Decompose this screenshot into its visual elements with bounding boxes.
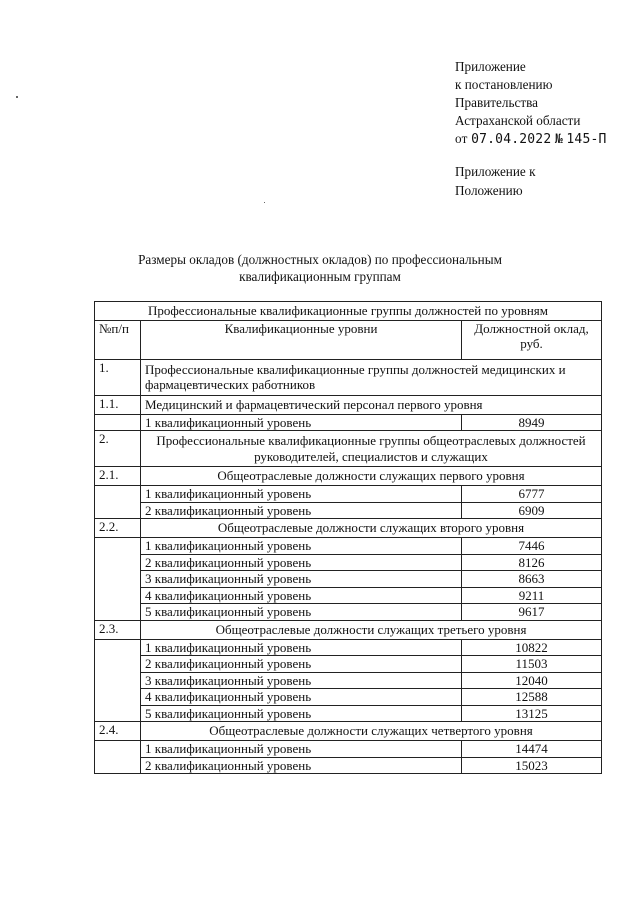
row-number: 1.: [95, 359, 141, 395]
group-title: Общеотраслевые должности служащих первого уровня: [141, 467, 602, 486]
col-header-level: Квалификационные уровни: [141, 320, 462, 359]
level-name: 2 квалификационный уровень: [141, 656, 462, 673]
group-row: [95, 467, 602, 486]
decree-line: [455, 130, 607, 149]
table-row: [95, 689, 602, 706]
appendix2-block: [455, 162, 535, 200]
level-name: 1 квалификационный уровень: [141, 486, 462, 503]
salary-value: 9211: [462, 587, 602, 604]
salary-value: 9617: [462, 604, 602, 621]
salary-value: 12040: [462, 672, 602, 689]
decree-number: 145-П: [566, 132, 607, 147]
table-row: [95, 587, 602, 604]
row-num-cell: [95, 587, 141, 604]
group-row: [95, 519, 602, 538]
decree-number-sign: №: [554, 132, 563, 147]
row-num-cell: [95, 741, 141, 758]
level-name: 4 квалификационный уровень: [141, 587, 462, 604]
row-number: 2.2.: [95, 519, 141, 538]
salary-value: 10822: [462, 639, 602, 656]
group-row: [95, 395, 602, 414]
document-title: [80, 251, 560, 285]
group-title: Общеотраслевые должности служащих третьего уровня: [141, 620, 602, 639]
level-name: 3 квалификационный уровень: [141, 672, 462, 689]
appendix2-line: Приложение к: [455, 164, 536, 179]
row-num-cell: [95, 486, 141, 503]
table-row: [95, 656, 602, 673]
level-name: 2 квалификационный уровень: [141, 502, 462, 519]
row-num-cell: [95, 689, 141, 706]
col-header-num: №п/п: [95, 320, 141, 359]
salary-value: 12588: [462, 689, 602, 706]
col-header-salary: Должностной оклад, руб.: [462, 320, 602, 359]
appendix-line: Астраханской области: [455, 113, 581, 128]
level-name: 1 квалификационный уровень: [141, 538, 462, 555]
group-row: [95, 620, 602, 639]
level-name: 5 квалификационный уровень: [141, 604, 462, 621]
group-title: Общеотраслевые должности служащих второго уровня: [141, 519, 602, 538]
row-num-cell: [95, 656, 141, 673]
salary-value: 7446: [462, 538, 602, 555]
salary-value: 6909: [462, 502, 602, 519]
level-name: 4 квалификационный уровень: [141, 689, 462, 706]
decree-prefix: от: [455, 131, 468, 146]
section-title: Профессиональные квалификационные группы должностей медицинских и фармацевтических работников: [141, 359, 602, 395]
appendix-line: Правительства: [455, 95, 538, 110]
row-num-cell: [95, 571, 141, 588]
decree-date: 07.04.2022: [471, 132, 552, 147]
group-row: [95, 722, 602, 741]
row-number: 2.4.: [95, 722, 141, 741]
section-row: [95, 359, 602, 395]
table-row: [95, 604, 602, 621]
group-title: Медицинский и фармацевтический персонал первого уровня: [141, 395, 602, 414]
row-num-cell: [95, 538, 141, 555]
table-row: [95, 414, 602, 431]
salary-value: 8126: [462, 554, 602, 571]
table-header-row: [95, 320, 602, 359]
table-row: [95, 741, 602, 758]
scan-speck: [264, 202, 265, 203]
level-name: 1 квалификационный уровень: [141, 741, 462, 758]
salary-value: 14474: [462, 741, 602, 758]
row-num-cell: [95, 639, 141, 656]
table-row: [95, 571, 602, 588]
salary-value: 8949: [462, 414, 602, 431]
row-number: 2.1.: [95, 467, 141, 486]
salary-value: 8663: [462, 571, 602, 588]
row-num-cell: [95, 414, 141, 431]
table-caption-row: [95, 302, 602, 321]
table-row: [95, 639, 602, 656]
section-title: Профессиональные квалификационные группы общеотраслевых должностей руководителей, специалистов и служащих: [141, 431, 602, 467]
table-row: [95, 672, 602, 689]
section-row: [95, 431, 602, 467]
salary-value: 6777: [462, 486, 602, 503]
group-title: Общеотраслевые должности служащих четвертого уровня: [141, 722, 602, 741]
row-num-cell: [95, 672, 141, 689]
row-num-cell: [95, 604, 141, 621]
table-row: [95, 502, 602, 519]
level-name: 3 квалификационный уровень: [141, 571, 462, 588]
scan-speck: [16, 96, 18, 98]
row-number: 2.3.: [95, 620, 141, 639]
table-row: [95, 554, 602, 571]
table-row: [95, 757, 602, 774]
row-num-cell: [95, 554, 141, 571]
salary-value: 15023: [462, 757, 602, 774]
table-row: [95, 538, 602, 555]
level-name: 1 квалификационный уровень: [141, 639, 462, 656]
level-name: 1 квалификационный уровень: [141, 414, 462, 431]
salary-table: [94, 301, 602, 774]
appendix-block: [455, 58, 607, 149]
table-row: [95, 486, 602, 503]
row-number: 2.: [95, 431, 141, 467]
row-num-cell: [95, 757, 141, 774]
title-line: Размеры окладов (должностных окладов) по профессиональным: [138, 252, 502, 267]
appendix2-line: Положению: [455, 183, 523, 198]
table-caption: Профессиональные квалификационные группы должностей по уровням: [95, 302, 602, 321]
appendix-line: к постановлению: [455, 77, 553, 92]
appendix-line: Приложение: [455, 59, 526, 74]
row-num-cell: [95, 705, 141, 722]
level-name: 2 квалификационный уровень: [141, 554, 462, 571]
title-line: квалификационным группам: [239, 269, 401, 284]
row-number: 1.1.: [95, 395, 141, 414]
salary-value: 11503: [462, 656, 602, 673]
salary-value: 13125: [462, 705, 602, 722]
table-row: [95, 705, 602, 722]
level-name: 5 квалификационный уровень: [141, 705, 462, 722]
row-num-cell: [95, 502, 141, 519]
level-name: 2 квалификационный уровень: [141, 757, 462, 774]
